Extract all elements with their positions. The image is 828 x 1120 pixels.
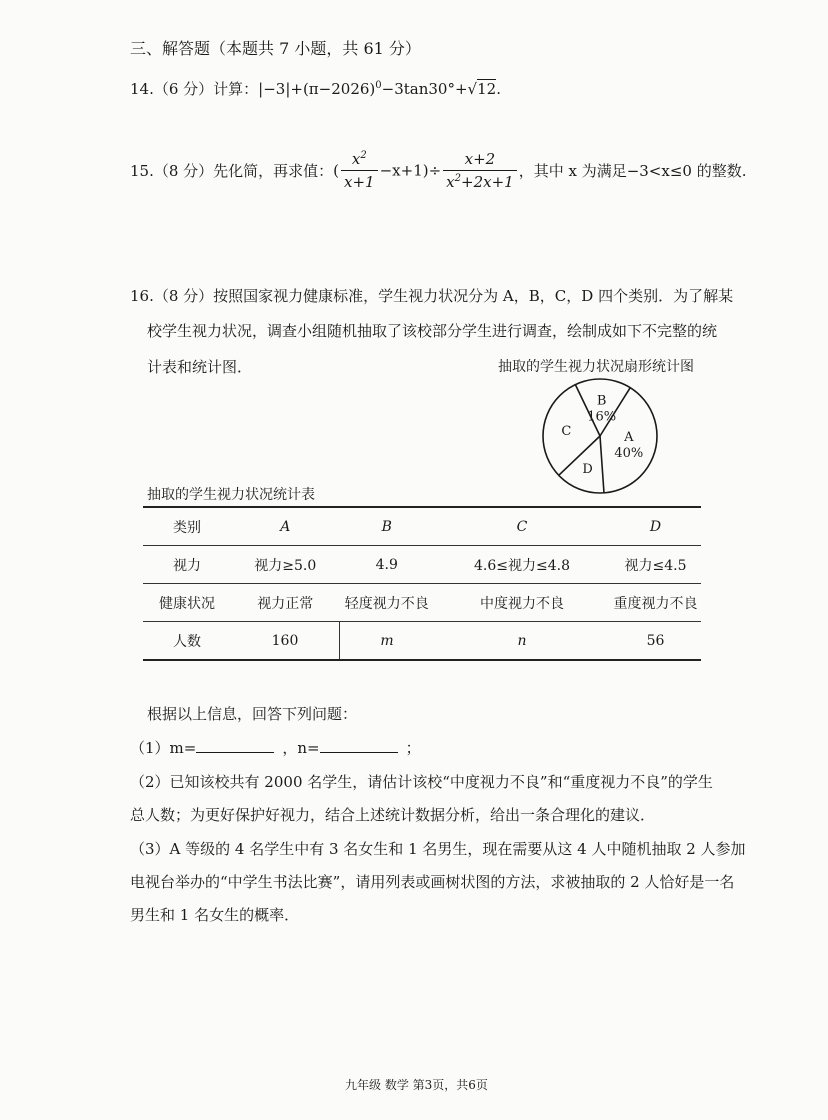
- q15-mid: −x+1)÷: [379, 161, 442, 180]
- q14-label: 14.（6 分）计算：: [130, 80, 259, 98]
- q16-sub1: [130, 737, 421, 758]
- table-cell: 视力: [173, 557, 201, 574]
- table-cell: 视力≤4.5: [624, 557, 687, 574]
- q15-frac2-den-exp: 2: [454, 173, 462, 184]
- table-cell: B: [381, 518, 392, 535]
- q16-sub3-line-2: 电视台举办的“中学生书法比赛”，请用列表或画树状图的方法，求被抽取的 2 人恰好是一名: [130, 873, 735, 891]
- table-cell: 4.6≤视力≤4.8: [474, 557, 570, 574]
- q14-expr2: −3tan30°+: [381, 80, 468, 98]
- page-footer: 九年级 数学 第3页，共6页: [345, 1078, 488, 1092]
- pie-slice-edge-d: [600, 436, 604, 493]
- pie-percent-a: 40%: [614, 446, 644, 462]
- pie-chart-title: 抽取的学生视力状况扇形统计图: [498, 359, 694, 375]
- table-cell: 56: [646, 632, 665, 649]
- q15-frac1-den: x+1: [341, 170, 378, 191]
- table-cell: m: [380, 632, 394, 649]
- table-title: 抽取的学生视力状况统计表: [147, 487, 315, 503]
- q16-line-3: 计表和统计图．: [147, 358, 253, 376]
- q15-frac2-num: x+2: [464, 150, 496, 168]
- table-row: [143, 622, 701, 661]
- n-answer-blank[interactable]: [320, 738, 398, 753]
- table-cell: 中度视力不良: [480, 595, 564, 612]
- table-cell: 4.9: [375, 556, 398, 573]
- question-15: [130, 150, 747, 191]
- q16-prompt: 根据以上信息，回答下列问题：: [147, 705, 358, 723]
- table-cell: C: [516, 518, 528, 535]
- table-row: [143, 546, 701, 584]
- m-answer-blank[interactable]: [196, 738, 274, 753]
- q15-open-paren: (: [333, 161, 340, 180]
- sub1-n-label: ，n=: [282, 739, 320, 757]
- q15-frac1-num: x: [351, 150, 361, 168]
- table-cell: n: [517, 632, 527, 649]
- table-cell: 重度视力不良: [613, 595, 698, 612]
- table-cell: 类别: [173, 519, 201, 536]
- table-cell: 160: [231, 622, 340, 661]
- question-14: [130, 78, 501, 99]
- q15-fraction-2: [443, 150, 517, 191]
- pie-label-d: D: [582, 461, 593, 477]
- q16-sub2-line-1: （2）已知该校共有 2000 名学生，请估计该校“中度视力不良”和“重度视力不良”的学生: [130, 773, 713, 791]
- q15-condition: ，其中 x 为满足−3<x≤0 的整数.: [518, 162, 747, 180]
- q15-frac2-den-b: +2x+1: [461, 173, 514, 191]
- q14-sqrt-arg: 12: [477, 80, 497, 98]
- sub1-end: ；: [405, 739, 421, 757]
- pie-percent-b: 16%: [587, 409, 617, 425]
- table-cell: A: [280, 518, 291, 535]
- q16-line-2: 校学生视力状况，调查小组随机抽取了该校部分学生进行调查，绘制成如下不完整的统: [147, 322, 718, 340]
- table-cell: 视力≥5.0: [254, 557, 317, 574]
- q15-fraction-1: [341, 150, 378, 191]
- q16-sub3-line-3: 男生和 1 名女生的概率．: [130, 906, 300, 924]
- q16-sub3-line-1: （3）A 等级的 4 名学生中有 3 名女生和 1 名男生，现在需要从这 4 人中随机抽取 2 人参加: [130, 840, 746, 858]
- pie-label-b: B: [596, 393, 607, 409]
- pie-chart: [540, 376, 660, 496]
- table-row: [143, 507, 701, 546]
- q15-frac2-den-a: x: [446, 173, 455, 191]
- table-cell: D: [649, 518, 662, 535]
- section-header: 三、解答题（本题共 7 小题，共 61 分）: [130, 39, 421, 58]
- pie-slice-edge-c: [559, 436, 600, 475]
- table-cell: 视力正常: [257, 595, 314, 612]
- table-row: [143, 584, 701, 622]
- q16-sub2-line-2: 总人数；为更好保护好视力，结合上述统计数据分析，给出一条合理化的建议．: [130, 806, 656, 824]
- q15-label: 15.（8 分）先化简，再求值：: [130, 162, 334, 180]
- table-cell: 人数: [173, 633, 201, 650]
- table-cell: 轻度视力不良: [344, 595, 429, 612]
- q16-line-1: 16.（8 分）按照国家视力健康标准，学生视力状况分为 A，B，C，D 四个类别．为了解某: [130, 287, 734, 305]
- pie-label-a: A: [624, 430, 634, 446]
- q14-exponent: 0: [375, 80, 382, 91]
- q14-expr: |−3|+(π−2026): [258, 80, 376, 98]
- q15-frac1-exp: 2: [360, 150, 367, 161]
- pie-label-c: C: [561, 423, 572, 439]
- table-cell: 健康状况: [159, 595, 215, 612]
- sqrt-symbol: √: [467, 80, 478, 98]
- q14-end: .: [496, 80, 501, 98]
- stats-table: [143, 506, 701, 661]
- sub1-m-label: （1）m=: [130, 739, 197, 757]
